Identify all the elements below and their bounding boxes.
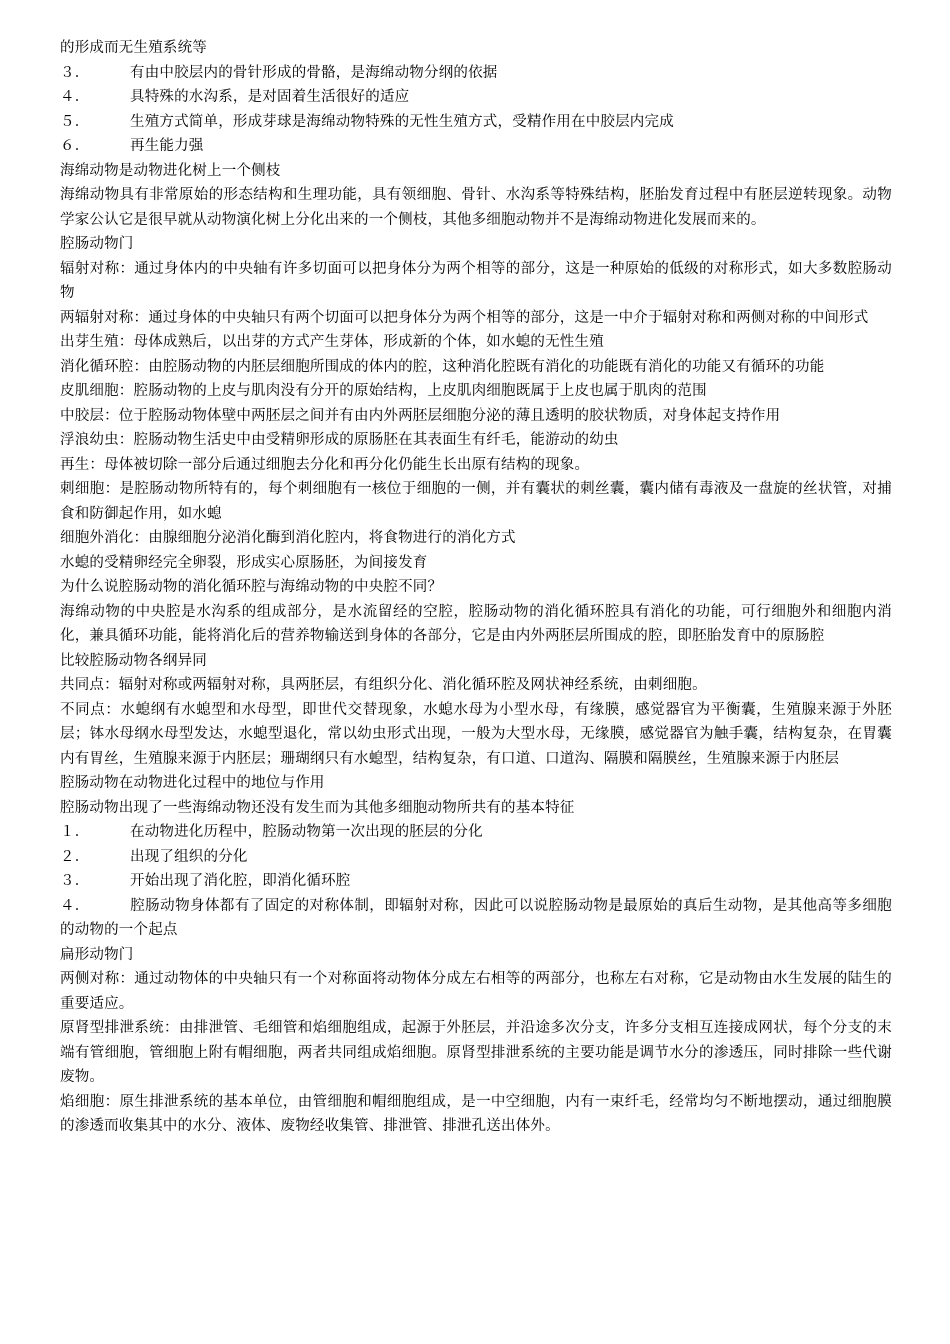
definition-protonephridia: 原肾型排泄系统：由排泄管、毛细管和焰细胞组成，起源于外胚层，并沿途多次分支，许多分支相互连接成网状，每个分支的末端有管细胞，管细胞上附有帽细胞，两者共同组成焰细胞。原肾型排泄系统的主要功能是调节水分的渗透压，同时排除一些代谢废物。: [60, 1020, 892, 1085]
paragraph-differences: 不同点：水螅纲有水螅型和水母型，即世代交替现象，水螅水母为小型水母，有缘膜，感觉器官为平衡囊，生殖腺来源于外胚层；钵水母纲水母型发达，水螅型退化，常以幼虫形式出现，一般为大型水母，无缘膜，感觉器官为触手囊，结构复杂，在胃囊内有胃丝，生殖腺来源于内胚层；珊瑚纲只有水螅型，结构复杂，有口道、口道沟、隔膜和隔膜丝，生殖腺来源于内胚层: [60, 701, 892, 767]
definition-gastrovascular-cavity: 消化循环腔：由腔肠动物的内胚层细胞所围成的体内的腔，这种消化腔既有消化的功能既有消化的功能又有循环的功能: [60, 358, 825, 375]
question: 为什么说腔肠动物的消化循环腔与海绵动物的中央腔不同？: [60, 579, 443, 595]
list-number: ３．: [60, 873, 90, 889]
definition-biradial-symmetry: 两辐射对称：通过身体的中央轴只有两个切面可以把身体分为两个相等的部分，这是一中介于辐射对称和两侧对称的中间形式: [60, 309, 869, 326]
list-text: 开始出现了消化腔，即消化循环腔: [130, 873, 351, 889]
paragraph: 腔肠动物出现了一些海绵动物还没有发生而为其他多细胞动物所共有的基本特征: [60, 799, 575, 816]
section-heading: 腔肠动物在动物进化过程中的地位与作用: [60, 775, 325, 791]
list-text: 腔肠动物身体都有了固定的对称体制，即辐射对称，因此可以说腔肠动物是最原始的真后生动物，是其他高等多细胞的动物的一个起点: [60, 897, 892, 938]
list-text: 出现了组织的分化: [130, 848, 248, 865]
section-heading: 腔肠动物门: [60, 236, 134, 252]
answer-paragraph: 海绵动物的中央腔是水沟系的组成部分，是水流留经的空腔，腔肠动物的消化循环腔具有消化的功能，可行细胞外和细胞内消化，兼具循环功能，能将消化后的营养物输送到身体的各部分，它是由内外两胚层所围成的腔，即胚胎发育中的原肠腔: [60, 603, 892, 644]
definition-mesoglea: 中胶层：位于腔肠动物体壁中两胚层之间并有由内外两胚层细胞分泌的薄且透明的胶状物质，对身体起支持作用: [60, 407, 781, 424]
definition-flame-cell: 焰细胞：原生排泄系统的基本单位，由管细胞和帽细胞组成，是一中空细胞，内有一束纤毛，经常均匀不断地摆动，通过细胞膜的渗透而收集其中的水分、液体、废物经收集管、排泄管、排泄孔送出体外。: [60, 1093, 892, 1134]
paragraph: 水螅的受精卵经完全卵裂，形成实心原肠胚，为间接发育: [60, 554, 428, 571]
definition-cnidocyte: 刺细胞：是腔肠动物所特有的，每个刺细胞有一核位于细胞的一侧，并有囊状的刺丝囊，囊内储有毒液及一盘旋的丝状管，对捕食和防御起作用，如水螅: [60, 481, 892, 522]
list-number: ４．: [60, 89, 90, 105]
list-item-5: [60, 110, 892, 135]
definition-radial-symmetry: 辐射对称：通过身体内的中央轴有许多切面可以把身体分为两个相等的部分，这是一种原始的低级的对称形式，如大多数腔肠动物: [60, 260, 892, 301]
list-text: 具特殊的水沟系，是对固着生活很好的适应: [130, 89, 410, 105]
section-heading: 海绵动物是动物进化树上一个侧枝: [60, 162, 281, 179]
list-item-1: [60, 820, 892, 845]
list-text: 在动物进化历程中，腔肠动物第一次出现的胚层的分化: [130, 824, 483, 840]
list-item-3: [60, 61, 892, 86]
list-item-4: [60, 894, 892, 943]
list-number: ２．: [60, 848, 90, 865]
list-number: ６．: [60, 138, 90, 154]
definition-epitheliomuscular-cell: 皮肌细胞：腔肠动物的上皮与肌肉没有分开的原始结构，上皮肌肉细胞既属于上皮也属于肌肉的范围: [60, 383, 707, 399]
document-body: [60, 36, 892, 1139]
list-text: 有由中胶层内的骨针形成的骨骼，是海绵动物分纲的依据: [130, 64, 498, 81]
section-heading: 扁形动物门: [60, 946, 134, 963]
text-line: 的形成而无生殖系统等: [60, 40, 207, 56]
list-text: 生殖方式简单，形成芽球是海绵动物特殊的无性生殖方式，受精作用在中胶层内完成: [130, 113, 674, 130]
definition-regeneration: 再生：母体被切除一部分后通过细胞去分化和再分化仍能生长出原有结构的现象。: [60, 456, 590, 473]
list-text: 再生能力强: [130, 138, 204, 154]
list-item-6: [60, 134, 892, 159]
definition-extracellular-digestion: 细胞外消化：由腺细胞分泌消化酶到消化腔内，将食物进行的消化方式: [60, 530, 516, 546]
section-heading: 比较腔肠动物各纲异同: [60, 652, 207, 669]
paragraph-similarities: 共同点：辐射对称或两辐射对称，具两胚层，有组织分化、消化循环腔及网状神经系统，由刺细胞。: [60, 677, 707, 693]
paragraph: 海绵动物具有非常原始的形态结构和生理功能，具有领细胞、骨针、水沟系等特殊结构，胚胎发育过程中有胚层逆转现象。动物学家公认它是很早就从动物演化树上分化出来的一个侧枝，其他多细胞动物并不是海绵动物进化发展而来的。: [60, 187, 892, 228]
list-number: ５．: [60, 113, 90, 130]
list-number: １．: [60, 824, 90, 840]
list-number: ４．: [60, 897, 90, 914]
list-number: ３．: [60, 64, 90, 81]
definition-bilateral-symmetry: 两侧对称：通过动物体的中央轴只有一个对称面将动物体分成左右相等的两部分，也称左右对称，它是动物由水生发展的陆生的重要适应。: [60, 971, 892, 1012]
definition-planula: 浮浪幼虫：腔肠动物生活史中由受精卵形成的原肠胚在其表面生有纤毛，能游动的幼虫: [60, 432, 619, 448]
list-item-2: [60, 845, 892, 870]
definition-budding: 出芽生殖：母体成熟后，以出芽的方式产生芽体，形成新的个体，如水螅的无性生殖: [60, 334, 604, 350]
list-item-3: [60, 869, 892, 894]
list-item-4: [60, 85, 892, 110]
